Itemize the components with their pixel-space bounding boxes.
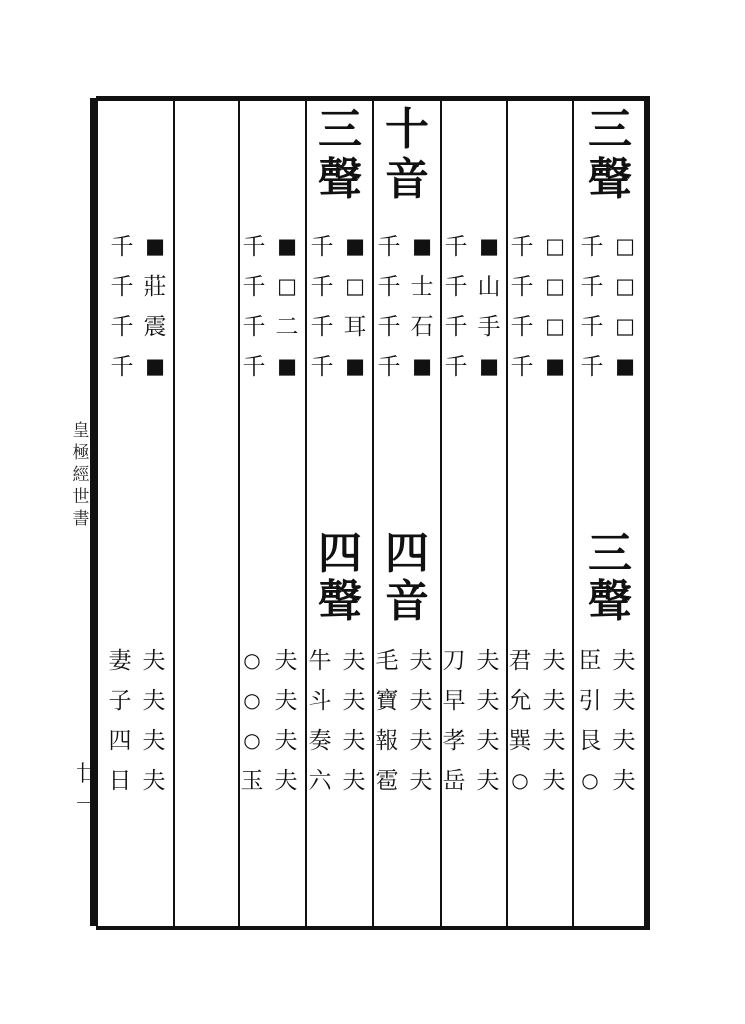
bottom-char: 夫 [409,768,433,794]
bottom-char: 夫 [342,768,366,794]
bottom-char: 夫 [274,648,298,674]
rhyme-char: 臣 [578,648,602,674]
margin-book-title: 皇極經世書 [72,421,90,529]
top-char: 千 [110,354,134,380]
top-mark: 震 [143,314,167,340]
rhyme-char: 日 [108,768,132,794]
bottom-char: 夫 [274,688,298,714]
heading-char-bottom: 聲 [588,576,632,627]
top-char: 千 [444,234,468,260]
top-mark: ■ [277,354,297,378]
rhyme-char: 寶 [375,688,399,714]
top-char: 千 [110,234,134,260]
top-char: 千 [310,314,334,340]
heading-char-top: 聲 [318,154,362,205]
top-char: 千 [510,354,534,380]
bottom-char: 夫 [476,688,500,714]
rhyme-char: 岳 [442,768,466,794]
bottom-char: 夫 [274,728,298,754]
rhyme-char: 毛 [375,648,399,674]
heading-char-top: 音 [385,154,429,205]
rhyme-char: 斗 [308,688,332,714]
bottom-char: 夫 [409,688,433,714]
top-mark: ■ [412,354,432,378]
top-char: 千 [242,274,266,300]
top-mark: 手 [477,314,501,340]
top-mark: ■ [345,354,365,378]
column-rule [238,100,240,926]
top-char: 千 [110,314,134,340]
top-char: 千 [242,234,266,260]
top-mark: ■ [545,354,565,378]
top-char: 千 [377,274,401,300]
rhyme-char: ○ [511,768,529,792]
top-mark: □ [545,314,565,338]
rhyme-char: 牛 [308,648,332,674]
top-mark: ■ [145,354,165,378]
bottom-char: 夫 [342,728,366,754]
heading-char-top: 三 [318,104,362,155]
top-mark: □ [545,274,565,298]
rhyme-char: 艮 [578,728,602,754]
column-rule [372,100,374,926]
rhyme-char: 巽 [508,728,532,754]
heading-char-bottom: 三 [588,528,632,579]
column-rule [173,100,175,926]
heading-char-bottom: 聲 [318,576,362,627]
top-char: 千 [580,234,604,260]
bottom-char: 夫 [612,648,636,674]
rhyme-char: ○ [581,768,599,792]
top-mark: □ [545,234,565,258]
top-mark: 耳 [343,314,367,340]
column-rule [440,100,442,926]
rhyme-char: 妻 [108,648,132,674]
top-char: 千 [310,354,334,380]
bottom-char: 夫 [476,768,500,794]
top-char: 千 [377,354,401,380]
top-char: 千 [242,354,266,380]
top-char: 千 [377,234,401,260]
top-mark: 二 [275,314,299,340]
rhyme-char: 報 [375,728,399,754]
top-mark: 山 [477,274,501,300]
top-mark: □ [345,274,365,298]
top-char: 千 [444,354,468,380]
rhyme-char: 君 [508,648,532,674]
rhyme-char: 早 [442,688,466,714]
top-mark: ■ [277,234,297,258]
column-rule [572,100,574,926]
top-char: 千 [444,314,468,340]
top-char: 千 [444,274,468,300]
rhyme-char: ○ [243,648,261,672]
heading-char-top: 聲 [588,154,632,205]
bottom-char: 夫 [409,648,433,674]
bottom-char: 夫 [542,768,566,794]
rhyme-char: 子 [108,688,132,714]
heading-char-bottom: 四 [385,528,429,579]
top-char: 千 [510,234,534,260]
bottom-char: 夫 [142,768,166,794]
heading-char-top: 十 [385,104,429,155]
bottom-char: 夫 [274,768,298,794]
rhyme-char: 四 [108,728,132,754]
bottom-char: 夫 [476,648,500,674]
top-mark: ■ [345,234,365,258]
rhyme-char: ○ [243,688,261,712]
rhyme-char: 刀 [442,648,466,674]
top-mark: ■ [412,234,432,258]
top-char: 千 [510,274,534,300]
top-char: 千 [510,314,534,340]
heading-char-bottom: 四 [318,528,362,579]
top-mark: □ [615,274,635,298]
bottom-char: 夫 [612,688,636,714]
heading-char-bottom: 音 [385,576,429,627]
bottom-char: 夫 [142,688,166,714]
top-mark: □ [277,274,297,298]
rhyme-char: 孝 [442,728,466,754]
bottom-char: 夫 [542,648,566,674]
top-mark: □ [615,314,635,338]
top-char: 千 [580,274,604,300]
rhyme-char: 允 [508,688,532,714]
top-char: 千 [580,354,604,380]
column-rule [305,100,307,926]
top-mark: ■ [479,234,499,258]
rhyme-char: 玉 [240,768,264,794]
bottom-char: 夫 [142,648,166,674]
top-char: 千 [580,314,604,340]
bottom-char: 夫 [409,728,433,754]
top-char: 千 [310,234,334,260]
top-mark: 莊 [143,274,167,300]
bottom-char: 夫 [542,728,566,754]
rhyme-char: 奏 [308,728,332,754]
folio-number: 廿一 [76,762,99,818]
top-char: 千 [110,274,134,300]
top-char: 千 [310,274,334,300]
rhyme-char: 雹 [375,768,399,794]
bottom-char: 夫 [476,728,500,754]
top-char: 千 [242,314,266,340]
bottom-char: 夫 [142,728,166,754]
top-mark: 士 [410,274,434,300]
top-mark: ■ [145,234,165,258]
bottom-char: 夫 [612,728,636,754]
bottom-char: 夫 [342,688,366,714]
bottom-char: 夫 [612,768,636,794]
rhyme-char: ○ [243,728,261,752]
top-mark: ■ [479,354,499,378]
top-mark: □ [615,234,635,258]
top-char: 千 [377,314,401,340]
top-mark: ■ [615,354,635,378]
rhyme-char: 引 [578,688,602,714]
bottom-char: 夫 [542,688,566,714]
column-rule [506,100,508,926]
top-mark: 石 [410,314,434,340]
bottom-char: 夫 [342,648,366,674]
rhyme-char: 六 [308,768,332,794]
heading-char-top: 三 [588,104,632,155]
